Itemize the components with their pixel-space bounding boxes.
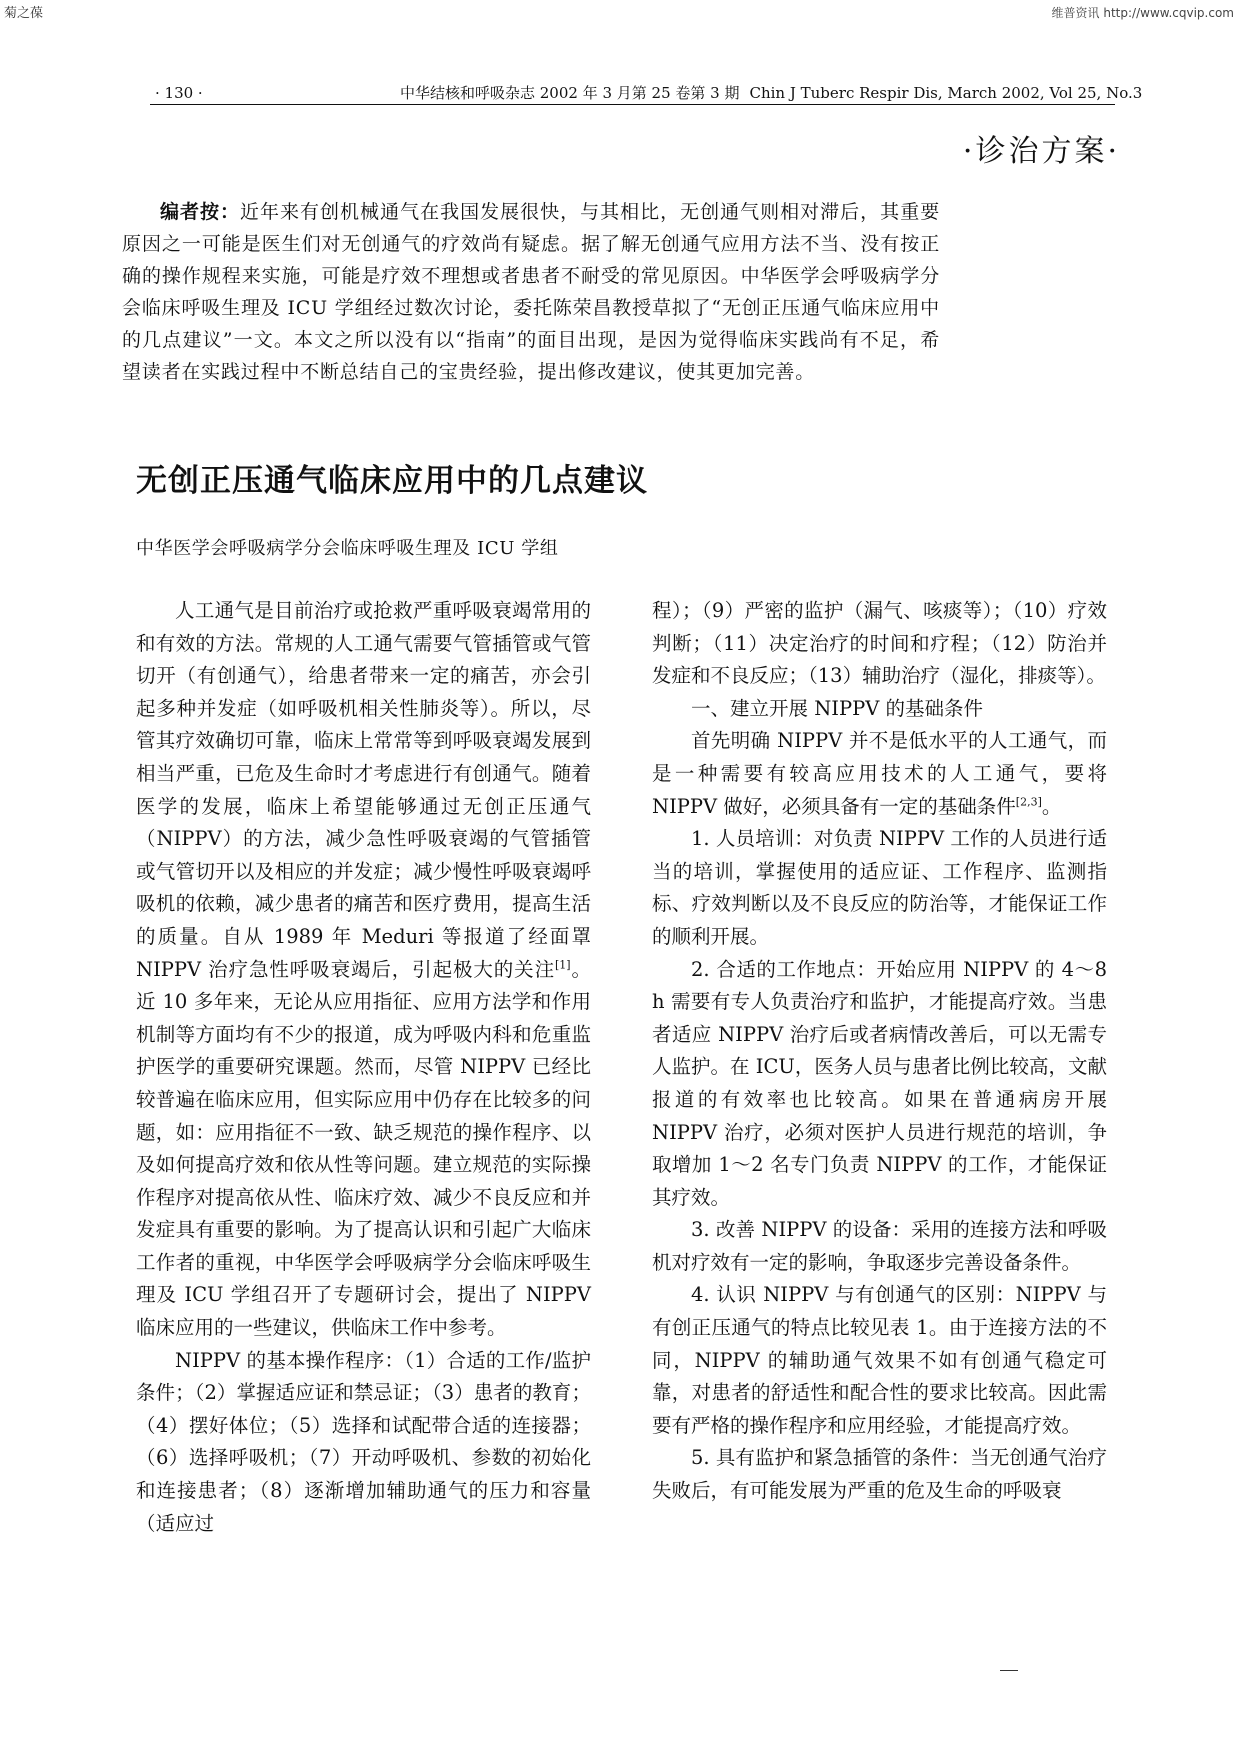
item-work-location: 2. 合适的工作地点：开始应用 NIPPV 的 4～8 h 需要有专人负责治疗和监护，才能提高疗效。当患者适应 NIPPV 治疗后或者病情改善后，可以无需专人监护。在 ICU，医务人员与患者比例比较高，文献报道的有效率也比较高。如果在普通病房开展 NIPPV 治疗，必须对医护人员进行规范的培训，争取增加 1～2 名专门负责 NIPPV 的工作，才能保证其疗效。 — [652, 957, 1107, 1209]
editor-note — [122, 196, 940, 388]
right-column — [652, 595, 1107, 1508]
journal-title-en: Chin J Tuberc Respir Dis, March 2002, Vol 25, No.3 — [749, 84, 1143, 102]
footer-mark — [1000, 1670, 1018, 1671]
section-heading-1: 一、建立开展 NIPPV 的基础条件 — [691, 696, 983, 720]
article-author: 中华医学会呼吸病学分会临床呼吸生理及 ICU 学组 — [136, 538, 559, 559]
paragraph-procedure-cont: 程）；（9）严密的监护（漏气、咳痰等）；（10）疗效判断；（11）决定治疗的时间和疗程；（12）防治并发症和不良反应；（13）辅助治疗（湿化，排痰等）。 — [652, 599, 1107, 688]
left-column — [136, 595, 591, 1540]
paragraph-intro-text-a: 人工通气是目前治疗或抢救严重呼吸衰竭常用的和有效的方法。常规的人工通气需要气管插管或气管切开（有创通气），给患者带来一定的痛苦，亦会引起多种并发症（如呼吸机相关性肺炎等）。所以，尽管其疗效确切可靠，临床上常常等到呼吸衰竭发展到相当严重，已危及生命时才考虑进行有创通气。随着医学的发展，临床上希望能够通过无创正压通气（NIPPV）的方法，减少急性呼吸衰竭的气管插管或气管切开以及相应的并发症；减少慢性呼吸衰竭呼吸机的依赖，减少患者的痛苦和医疗费用，提高生活的质量。自从 1989 年 Meduri 等报道了经面罩 NIPPV 治疗急性呼吸衰竭后，引起极大的关注 — [136, 599, 591, 981]
paragraph-intro-text-b: 。近 10 多年来，无论从应用指征、应用方法学和作用机制等方面均有不少的报道，成为呼吸内科和危重监护医学的重要研究课题。然而，尽管 NIPPV 已经比较普遍在临床应用，但实际应用中仍存在比较多的问题，如：应用指征不一致、缺乏规范的操作程序、以及如何提高疗效和依从性等问题。建立规范的实际操作程序对提高依从性、临床疗效、减少不良反应和并发症具有重要的影响。为了提高认识和引起广大临床工作者的重视，中华医学会呼吸病学分会临床呼吸生理及 ICU 学组召开了专题研讨会，提出了 NIPPV 临床应用的一些建议，供临床工作中参考。 — [136, 957, 591, 1340]
article-title: 无创正压通气临床应用中的几点建议 — [136, 463, 648, 499]
journal-title-cn: 中华结核和呼吸杂志 2002 年 3 月第 25 卷第 3 期 — [400, 84, 740, 102]
running-head — [400, 82, 1142, 103]
item-equipment: 3. 改善 NIPPV 的设备：采用的连接方法和呼吸机对疗效有一定的影响，争取逐步完善设备条件。 — [652, 1218, 1107, 1274]
paragraph-procedure: NIPPV 的基本操作程序：（1）合适的工作/监护条件；（2）掌握适应证和禁忌证；（3）患者的教育；（4）摆好体位；（5）选择和试配带合适的连接器；（6）选择呼吸机；（7）开动呼吸机、参数的初始化和连接患者；（8）逐渐增加辅助通气的压力和容量（适应过 — [136, 1348, 591, 1535]
paragraph-basic-text-b: 。 — [1041, 794, 1062, 818]
header-divider — [150, 104, 1115, 105]
editor-note-text: 近年来有创机械通气在我国发展很快，与其相比，无创通气则相对滞后，其重要原因之一可能是医生们对无创通气的疗效尚有疑虑。据了解无创通气应用方法不当、没有按正确的操作规程来实施，可能是疗效不理想或者患者不耐受的常见原因。中华医学会呼吸病学分会临床呼吸生理及 ICU 学组经过数次讨论，委托陈荣昌教授草拟了“无创正压通气临床应用中的几点建议”一文。本文之所以没有以“指南”的面目出现，是因为觉得临床实践尚有不足，希望读者在实践过程中不断总结自己的宝贵经验，提出修改建议，使其更加完善。 — [122, 201, 940, 383]
section-label: ·诊治方案· — [962, 134, 1120, 169]
paragraph-basic-conditions — [652, 725, 1107, 823]
paragraph-intro — [136, 595, 591, 1345]
citation-2-3: [2,3] — [1015, 795, 1042, 809]
page-number: · 130 · — [155, 84, 203, 102]
item-staff-training: 1. 人员培训：对负责 NIPPV 工作的人员进行适当的培训，掌握使用的适应证、工作程序、监测指标、疗效判断以及不良反应的防治等，才能保证工作的顺利开展。 — [652, 827, 1107, 948]
editor-note-lead: 编者按： — [160, 201, 241, 223]
paragraph-basic-text-a: 首先明确 NIPPV 并不是低水平的人工通气，而是一种需要有较高应用技术的人工通气，要将 NIPPV 做好，必须具备有一定的基础条件 — [652, 729, 1107, 818]
item-monitoring: 5. 具有监护和紧急插管的条件：当无创通气治疗失败后，有可能发展为严重的危及生命的呼吸衰 — [652, 1446, 1107, 1503]
source-watermark: 维普资讯 http://www.cqvip.com — [1051, 6, 1234, 20]
item-differences: 4. 认识 NIPPV 与有创通气的区别：NIPPV 与有创正压通气的特点比较见表 1。由于连接方法的不同，NIPPV 的辅助通气效果不如有创通气稳定可靠，对患者的舒适性和配合性的要求比较高。因此需要有严格的操作程序和应用经验，才能提高疗效。 — [652, 1283, 1107, 1437]
citation-1: [1] — [554, 958, 571, 972]
corner-watermark-left: 菊之葆 — [4, 6, 44, 21]
